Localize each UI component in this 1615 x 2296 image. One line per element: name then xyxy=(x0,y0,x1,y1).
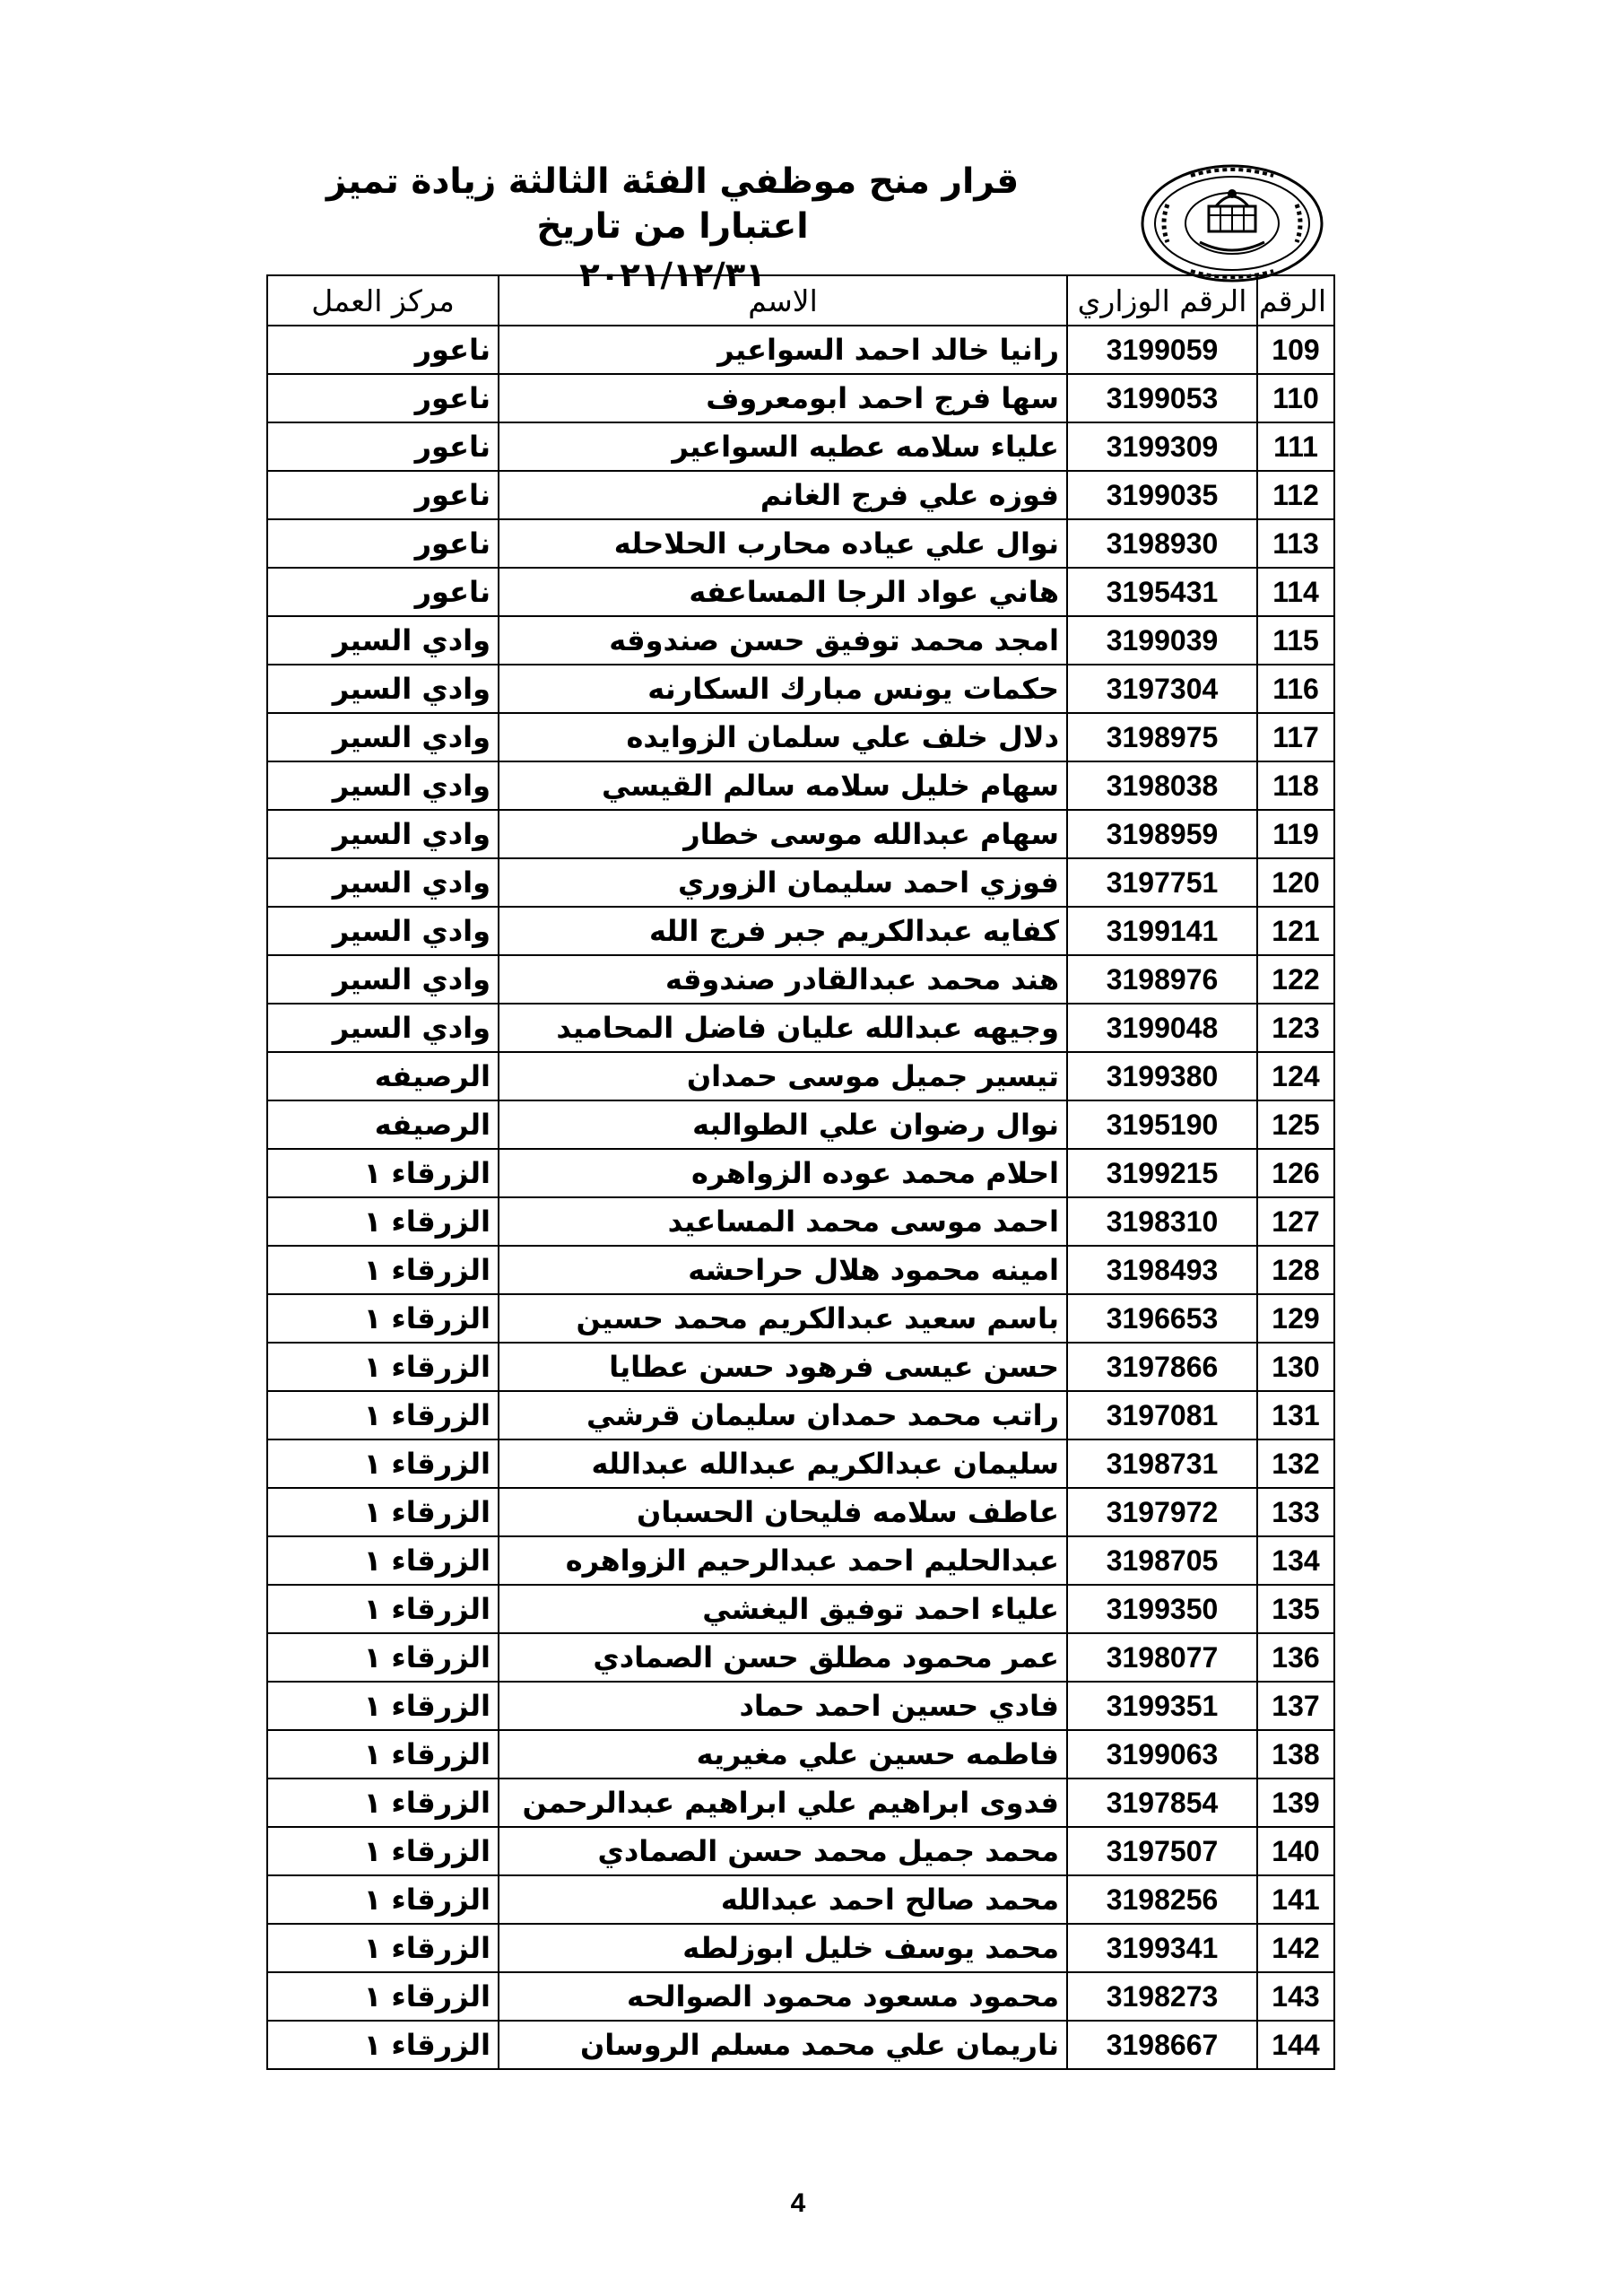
table-row xyxy=(267,1439,1334,1488)
cell-ministry-id: 3199048 xyxy=(1067,1004,1257,1052)
table-row xyxy=(267,1779,1334,1827)
cell-name: عبدالحليم احمد عبدالرحيم الزواهره xyxy=(499,1536,1067,1585)
cell-name: فوزه علي فرج الغانم xyxy=(499,471,1067,519)
cell-ministry-id: 3199035 xyxy=(1067,471,1257,519)
cell-ministry-id: 3198273 xyxy=(1067,1972,1257,2021)
cell-number: 134 xyxy=(1257,1536,1334,1585)
cell-name: راتب محمد حمدان سليمان قرشي xyxy=(499,1391,1067,1439)
cell-number: 133 xyxy=(1257,1488,1334,1536)
table-row xyxy=(267,568,1334,616)
cell-name: سهام عبدالله موسى خطار xyxy=(499,810,1067,858)
table-row xyxy=(267,1730,1334,1779)
table-row xyxy=(267,1536,1334,1585)
cell-workplace: ناعور xyxy=(267,422,499,471)
cell-workplace: الزرقاء ١ xyxy=(267,1439,499,1488)
cell-ministry-id: 3199309 xyxy=(1067,422,1257,471)
cell-ministry-id: 3198038 xyxy=(1067,761,1257,810)
table-row xyxy=(267,1294,1334,1343)
table-header-row xyxy=(267,275,1334,326)
cell-number: 132 xyxy=(1257,1439,1334,1488)
cell-workplace: الرصيفه xyxy=(267,1100,499,1149)
cell-ministry-id: 3197866 xyxy=(1067,1343,1257,1391)
cell-workplace: الزرقاء ١ xyxy=(267,1294,499,1343)
table-row xyxy=(267,761,1334,810)
cell-ministry-id: 3197304 xyxy=(1067,665,1257,713)
cell-number: 121 xyxy=(1257,907,1334,955)
table-row xyxy=(267,1246,1334,1294)
cell-workplace: الزرقاء ١ xyxy=(267,1779,499,1827)
cell-ministry-id: 3197751 xyxy=(1067,858,1257,907)
cell-name: نوال رضوان علي الطوالبه xyxy=(499,1100,1067,1149)
cell-number: 125 xyxy=(1257,1100,1334,1149)
cell-number: 126 xyxy=(1257,1149,1334,1197)
cell-number: 122 xyxy=(1257,955,1334,1004)
cell-name: احلام محمد عوده الزواهره xyxy=(499,1149,1067,1197)
cell-ministry-id: 3197081 xyxy=(1067,1391,1257,1439)
cell-number: 144 xyxy=(1257,2021,1334,2069)
cell-number: 109 xyxy=(1257,326,1334,374)
cell-ministry-id: 3198976 xyxy=(1067,955,1257,1004)
cell-ministry-id: 3195431 xyxy=(1067,568,1257,616)
cell-ministry-id: 3199351 xyxy=(1067,1682,1257,1730)
cell-number: 111 xyxy=(1257,422,1334,471)
cell-number: 114 xyxy=(1257,568,1334,616)
cell-ministry-id: 3197854 xyxy=(1067,1779,1257,1827)
cell-name: وجيهه عبدالله عليان فاضل المحاميد xyxy=(499,1004,1067,1052)
table-row xyxy=(267,2021,1334,2069)
cell-name: علياء سلامه عطيه السواعير xyxy=(499,422,1067,471)
cell-ministry-id: 3198930 xyxy=(1067,519,1257,568)
cell-number: 130 xyxy=(1257,1343,1334,1391)
cell-workplace: الزرقاء ١ xyxy=(267,1391,499,1439)
cell-workplace: وادي السير xyxy=(267,665,499,713)
cell-name: سها فرج احمد ابومعروف xyxy=(499,374,1067,422)
cell-name: امينه محمود هلال حراحشه xyxy=(499,1246,1067,1294)
cell-ministry-id: 3199380 xyxy=(1067,1052,1257,1100)
cell-number: 117 xyxy=(1257,713,1334,761)
title-date: ٢٠٢١/١٢/٣١ xyxy=(579,256,766,294)
cell-workplace: وادي السير xyxy=(267,858,499,907)
cell-ministry-id: 3199350 xyxy=(1067,1585,1257,1633)
column-header-ministry-id: الرقم الوزاري xyxy=(1067,275,1257,326)
cell-ministry-id: 3195190 xyxy=(1067,1100,1257,1149)
cell-name: عمر محمود مطلق حسن الصمادي xyxy=(499,1633,1067,1682)
cell-workplace: الرصيفه xyxy=(267,1052,499,1100)
cell-number: 110 xyxy=(1257,374,1334,422)
column-header-name: الاسم xyxy=(499,275,1067,326)
cell-workplace: الزرقاء ١ xyxy=(267,1633,499,1682)
cell-number: 129 xyxy=(1257,1294,1334,1343)
cell-name: فوزي احمد سليمان الزوري xyxy=(499,858,1067,907)
table-row xyxy=(267,1972,1334,2021)
cell-ministry-id: 3197507 xyxy=(1067,1827,1257,1875)
cell-name: علياء احمد توفيق اليغشي xyxy=(499,1585,1067,1633)
table-row xyxy=(267,1875,1334,1924)
cell-name: باسم سعيد عبدالكريم محمد حسين xyxy=(499,1294,1067,1343)
table-row xyxy=(267,1488,1334,1536)
column-header-number: الرقم xyxy=(1257,275,1334,326)
cell-workplace: الزرقاء ١ xyxy=(267,2021,499,2069)
table-row xyxy=(267,1391,1334,1439)
cell-name: محمد جميل محمد حسن الصمادي xyxy=(499,1827,1067,1875)
cell-workplace: ناعور xyxy=(267,374,499,422)
table-row xyxy=(267,713,1334,761)
table-row xyxy=(267,1197,1334,1246)
table-row xyxy=(267,1004,1334,1052)
cell-workplace: الزرقاء ١ xyxy=(267,1924,499,1972)
cell-name: تيسير جميل موسى حمدان xyxy=(499,1052,1067,1100)
cell-ministry-id: 3199341 xyxy=(1067,1924,1257,1972)
cell-ministry-id: 3198667 xyxy=(1067,2021,1257,2069)
cell-workplace: الزرقاء ١ xyxy=(267,1972,499,2021)
cell-workplace: وادي السير xyxy=(267,810,499,858)
cell-name: حكمات يونس مبارك السكارنه xyxy=(499,665,1067,713)
cell-workplace: وادي السير xyxy=(267,907,499,955)
cell-name: عاطف سلامه فليحان الحسبان xyxy=(499,1488,1067,1536)
cell-workplace: وادي السير xyxy=(267,616,499,665)
cell-name: نوال علي عياده محارب الحلاحله xyxy=(499,519,1067,568)
cell-name: ناريمان علي محمد مسلم الروسان xyxy=(499,2021,1067,2069)
cell-workplace: وادي السير xyxy=(267,1004,499,1052)
cell-ministry-id: 3199039 xyxy=(1067,616,1257,665)
cell-name: فدوى ابراهيم علي ابراهيم عبدالرحمن xyxy=(499,1779,1067,1827)
table-row xyxy=(267,858,1334,907)
cell-workplace: الزرقاء ١ xyxy=(267,1875,499,1924)
title-line-1: قرار منح موظفي الفئة الثالثة زيادة تميز اعتبارا من تاريخ xyxy=(326,161,1020,247)
cell-number: 119 xyxy=(1257,810,1334,858)
cell-number: 124 xyxy=(1257,1052,1334,1100)
cell-ministry-id: 3199215 xyxy=(1067,1149,1257,1197)
employees-table xyxy=(266,274,1335,2070)
cell-workplace: الزرقاء ١ xyxy=(267,1827,499,1875)
table-row xyxy=(267,665,1334,713)
cell-name: فادي حسين احمد حماد xyxy=(499,1682,1067,1730)
cell-number: 141 xyxy=(1257,1875,1334,1924)
cell-name: دلال خلف علي سلمان الزوايده xyxy=(499,713,1067,761)
cell-workplace: ناعور xyxy=(267,471,499,519)
table-body xyxy=(267,326,1334,2069)
page-number: 4 xyxy=(790,2188,806,2218)
cell-ministry-id: 3199059 xyxy=(1067,326,1257,374)
table-row xyxy=(267,326,1334,374)
cell-workplace: وادي السير xyxy=(267,955,499,1004)
cell-number: 118 xyxy=(1257,761,1334,810)
cell-ministry-id: 3198975 xyxy=(1067,713,1257,761)
cell-number: 116 xyxy=(1257,665,1334,713)
cell-workplace: ناعور xyxy=(267,568,499,616)
cell-number: 120 xyxy=(1257,858,1334,907)
table-row xyxy=(267,1924,1334,1972)
cell-number: 137 xyxy=(1257,1682,1334,1730)
cell-workplace: الزرقاء ١ xyxy=(267,1682,499,1730)
cell-name: محمد صالح احمد عبدالله xyxy=(499,1875,1067,1924)
cell-ministry-id: 3198705 xyxy=(1067,1536,1257,1585)
cell-ministry-id: 3198077 xyxy=(1067,1633,1257,1682)
table-row xyxy=(267,422,1334,471)
cell-workplace: الزرقاء ١ xyxy=(267,1343,499,1391)
cell-ministry-id: 3198310 xyxy=(1067,1197,1257,1246)
cell-workplace: ناعور xyxy=(267,326,499,374)
cell-workplace: الزرقاء ١ xyxy=(267,1149,499,1197)
table-row xyxy=(267,1682,1334,1730)
cell-workplace: وادي السير xyxy=(267,713,499,761)
cell-name: رانيا خالد احمد السواعير xyxy=(499,326,1067,374)
cell-name: حسن عيسى فرهود حسن عطايا xyxy=(499,1343,1067,1391)
cell-number: 143 xyxy=(1257,1972,1334,2021)
cell-ministry-id: 3196653 xyxy=(1067,1294,1257,1343)
cell-name: كفايه عبدالكريم جبر فرج الله xyxy=(499,907,1067,955)
table-row xyxy=(267,955,1334,1004)
ministry-seal-icon xyxy=(1137,160,1327,287)
table-row xyxy=(267,907,1334,955)
cell-number: 139 xyxy=(1257,1779,1334,1827)
cell-workplace: الزرقاء ١ xyxy=(267,1488,499,1536)
cell-name: امجد محمد توفيق حسن صندوقه xyxy=(499,616,1067,665)
cell-name: هاني عواد الرجا المساعفه xyxy=(499,568,1067,616)
cell-workplace: الزرقاء ١ xyxy=(267,1197,499,1246)
cell-number: 113 xyxy=(1257,519,1334,568)
table-row xyxy=(267,1633,1334,1682)
cell-number: 135 xyxy=(1257,1585,1334,1633)
table-row xyxy=(267,374,1334,422)
table-row xyxy=(267,810,1334,858)
table-row xyxy=(267,1585,1334,1633)
table-row xyxy=(267,1149,1334,1197)
cell-workplace: الزرقاء ١ xyxy=(267,1536,499,1585)
cell-ministry-id: 3198256 xyxy=(1067,1875,1257,1924)
cell-workplace: الزرقاء ١ xyxy=(267,1585,499,1633)
table-row xyxy=(267,519,1334,568)
cell-number: 140 xyxy=(1257,1827,1334,1875)
cell-number: 115 xyxy=(1257,616,1334,665)
cell-ministry-id: 3199063 xyxy=(1067,1730,1257,1779)
table-row xyxy=(267,1100,1334,1149)
table-row xyxy=(267,1052,1334,1100)
table-row xyxy=(267,1827,1334,1875)
cell-number: 131 xyxy=(1257,1391,1334,1439)
table-row xyxy=(267,471,1334,519)
cell-number: 138 xyxy=(1257,1730,1334,1779)
cell-ministry-id: 3198959 xyxy=(1067,810,1257,858)
cell-number: 123 xyxy=(1257,1004,1334,1052)
cell-number: 127 xyxy=(1257,1197,1334,1246)
cell-name: سهام خليل سلامه سالم القيسي xyxy=(499,761,1067,810)
cell-workplace: الزرقاء ١ xyxy=(267,1730,499,1779)
cell-name: محمد يوسف خليل ابوزلطه xyxy=(499,1924,1067,1972)
cell-name: محمود مسعود محمود الصوالحه xyxy=(499,1972,1067,2021)
cell-ministry-id: 3198731 xyxy=(1067,1439,1257,1488)
cell-number: 128 xyxy=(1257,1246,1334,1294)
table-row xyxy=(267,1343,1334,1391)
cell-ministry-id: 3199141 xyxy=(1067,907,1257,955)
table-row xyxy=(267,616,1334,665)
cell-name: فاطمه حسين علي مغيريه xyxy=(499,1730,1067,1779)
cell-ministry-id: 3198493 xyxy=(1067,1246,1257,1294)
cell-workplace: ناعور xyxy=(267,519,499,568)
cell-number: 136 xyxy=(1257,1633,1334,1682)
cell-workplace: وادي السير xyxy=(267,761,499,810)
cell-name: هند محمد عبدالقادر صندوقه xyxy=(499,955,1067,1004)
cell-number: 142 xyxy=(1257,1924,1334,1972)
cell-name: احمد موسى محمد المساعيد xyxy=(499,1197,1067,1246)
cell-name: سليمان عبدالكريم عبدالله عبدالله xyxy=(499,1439,1067,1488)
cell-ministry-id: 3197972 xyxy=(1067,1488,1257,1536)
cell-workplace: الزرقاء ١ xyxy=(267,1246,499,1294)
column-header-workplace: مركز العمل xyxy=(267,275,499,326)
cell-number: 112 xyxy=(1257,471,1334,519)
cell-ministry-id: 3199053 xyxy=(1067,374,1257,422)
